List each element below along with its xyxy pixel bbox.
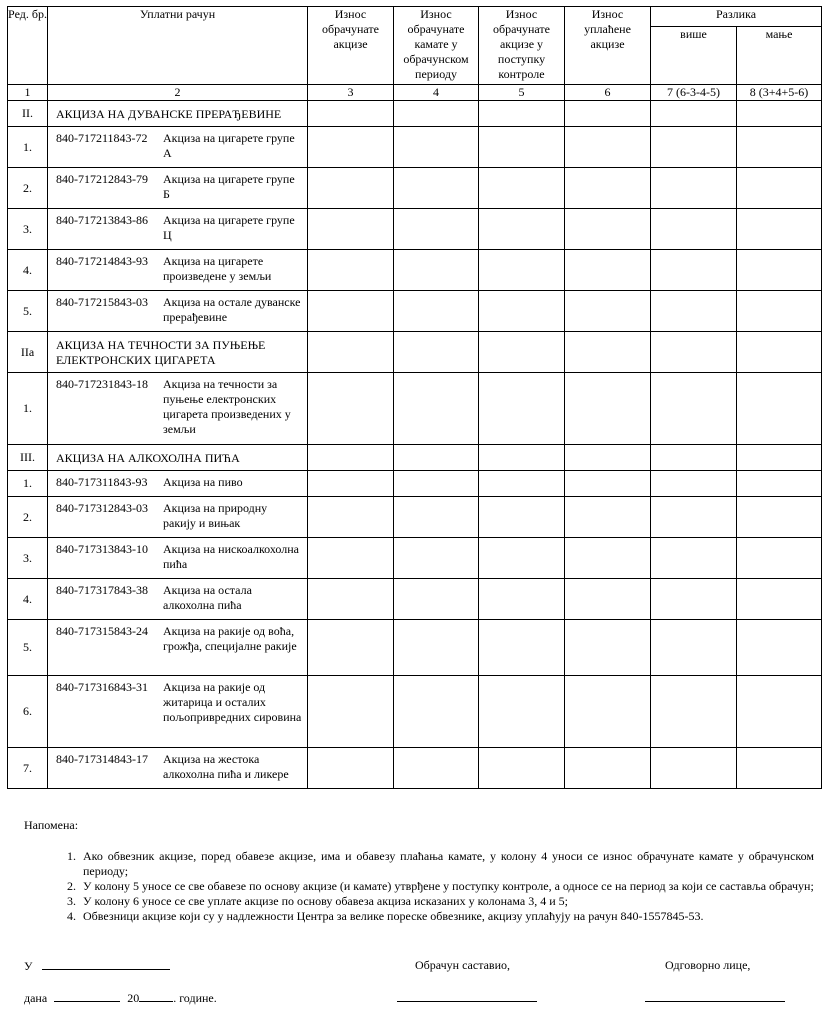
amount-cell[interactable] bbox=[394, 291, 479, 332]
account-number: 840-717215843-03 bbox=[56, 295, 148, 309]
account-description: Акциза на ракије од воћа, грожђа, специјалне ракије bbox=[163, 624, 297, 653]
account-description: Акциза на цигарете произведене у земљи bbox=[163, 254, 272, 283]
amount-cell[interactable] bbox=[737, 127, 822, 168]
account-cell bbox=[48, 291, 308, 332]
amount-cell[interactable] bbox=[737, 497, 822, 538]
header-difference: Разлика bbox=[651, 7, 822, 27]
amount-cell[interactable] bbox=[737, 373, 822, 445]
notes-list bbox=[24, 849, 814, 924]
amount-cell[interactable] bbox=[479, 620, 565, 676]
amount-cell[interactable] bbox=[737, 168, 822, 209]
account-number: 840-717316843-31 bbox=[56, 680, 148, 694]
year-suffix: . године. bbox=[173, 991, 217, 1005]
colnum: 3 bbox=[308, 85, 394, 101]
year-field[interactable] bbox=[139, 990, 173, 1002]
row-rb: 4. bbox=[8, 579, 48, 620]
colnum: 2 bbox=[48, 85, 308, 101]
notes-title: Напомена: bbox=[24, 818, 79, 832]
table-row bbox=[8, 291, 822, 332]
account-description: Акциза на цигарете групе Б bbox=[163, 172, 295, 201]
colnum: 7 (6-3-4-5) bbox=[651, 85, 737, 101]
amount-cell[interactable] bbox=[651, 748, 737, 789]
responsible-signature bbox=[645, 990, 785, 1006]
amount-cell[interactable] bbox=[394, 209, 479, 250]
section-title: АКЦИЗА НА ДУВАНСКЕ ПРЕРАЂЕВИНЕ bbox=[48, 101, 308, 127]
amount-cell[interactable] bbox=[479, 497, 565, 538]
amount-cell[interactable] bbox=[479, 538, 565, 579]
amount-cell[interactable] bbox=[651, 676, 737, 748]
notes bbox=[24, 818, 814, 924]
amount-cell[interactable] bbox=[479, 101, 565, 127]
note-item: 1. Ако обвезник акцизе, поред обавезе акцизе, има и обавезу плаћања камате, у колону 4 уноси се износ обрачунате камате у обрачунском периоду; bbox=[79, 849, 814, 879]
colnum: 5 bbox=[479, 85, 565, 101]
amount-cell[interactable] bbox=[565, 748, 651, 789]
amount-cell[interactable] bbox=[479, 127, 565, 168]
row-rb: 3. bbox=[8, 209, 48, 250]
header-rb: Ред. бр. bbox=[8, 7, 48, 85]
account-description: Акциза на жестока алкохолна пића и ликере bbox=[163, 752, 289, 781]
header-col5: Износ обрачунате акцизе у поступку контроле bbox=[479, 7, 565, 85]
place-line bbox=[24, 958, 170, 974]
date-line bbox=[24, 990, 217, 1006]
account-description: Акциза на нискоалкохолна пића bbox=[163, 542, 300, 571]
amount-cell[interactable] bbox=[308, 538, 394, 579]
header-col3: Износ обрачунате акцизе bbox=[308, 7, 394, 85]
account-cell bbox=[48, 373, 308, 445]
amount-cell[interactable] bbox=[479, 291, 565, 332]
section-row bbox=[8, 445, 822, 471]
compiled-by-signature-line[interactable] bbox=[397, 990, 537, 1002]
row-rb: 1. bbox=[8, 127, 48, 168]
account-cell bbox=[48, 620, 308, 676]
amount-cell[interactable] bbox=[737, 291, 822, 332]
amount-cell[interactable] bbox=[565, 168, 651, 209]
colnum: 1 bbox=[8, 85, 48, 101]
amount-cell[interactable] bbox=[394, 101, 479, 127]
section-rb: III. bbox=[8, 445, 48, 471]
amount-cell[interactable] bbox=[394, 620, 479, 676]
amount-cell[interactable] bbox=[651, 168, 737, 209]
amount-cell[interactable] bbox=[737, 579, 822, 620]
amount-cell[interactable] bbox=[737, 538, 822, 579]
table-row bbox=[8, 209, 822, 250]
amount-cell[interactable] bbox=[479, 471, 565, 497]
amount-cell[interactable] bbox=[308, 620, 394, 676]
row-rb: 7. bbox=[8, 748, 48, 789]
table-row bbox=[8, 250, 822, 291]
note-item: 2. У колону 5 уносе се све обавезе по основу акцизе (и камате) утврђене у поступку контроле, а односе се на период за који се саставља обрачун; bbox=[79, 879, 814, 894]
amount-cell[interactable] bbox=[565, 209, 651, 250]
account-cell bbox=[48, 127, 308, 168]
account-cell bbox=[48, 250, 308, 291]
amount-cell[interactable] bbox=[737, 101, 822, 127]
row-rb: 2. bbox=[8, 168, 48, 209]
amount-cell[interactable] bbox=[651, 101, 737, 127]
account-number: 840-717212843-79 bbox=[56, 172, 148, 186]
account-description: Акциза на остале дуванске прерађевине bbox=[163, 295, 301, 324]
amount-cell[interactable] bbox=[394, 332, 479, 373]
colnum: 8 (3+4+5-6) bbox=[737, 85, 822, 101]
colnum: 6 bbox=[565, 85, 651, 101]
account-number: 840-717211843-72 bbox=[56, 131, 148, 145]
amount-cell[interactable] bbox=[308, 579, 394, 620]
header-col4: Износ обрачунате камате у обрачунском периоду bbox=[394, 7, 479, 85]
amount-cell[interactable] bbox=[651, 497, 737, 538]
account-number: 840-717213843-86 bbox=[56, 213, 148, 227]
account-number: 840-717312843-03 bbox=[56, 501, 148, 515]
table-row bbox=[8, 127, 822, 168]
section-row bbox=[8, 332, 822, 373]
amount-cell[interactable] bbox=[394, 579, 479, 620]
amount-cell[interactable] bbox=[394, 373, 479, 445]
amount-cell[interactable] bbox=[394, 538, 479, 579]
account-number: 840-717317843-38 bbox=[56, 583, 148, 597]
amount-cell[interactable] bbox=[651, 250, 737, 291]
account-cell bbox=[48, 579, 308, 620]
section-rb: IIa bbox=[8, 332, 48, 373]
amount-cell[interactable] bbox=[651, 538, 737, 579]
amount-cell[interactable] bbox=[565, 291, 651, 332]
account-number: 840-717311843-93 bbox=[56, 475, 148, 489]
section-row bbox=[8, 101, 822, 127]
date-field[interactable] bbox=[54, 990, 120, 1002]
amount-cell[interactable] bbox=[565, 127, 651, 168]
amount-cell[interactable] bbox=[308, 101, 394, 127]
column-numbers-row bbox=[8, 85, 822, 101]
amount-cell[interactable] bbox=[651, 471, 737, 497]
amount-cell[interactable] bbox=[308, 373, 394, 445]
note-item: 4. Обвезници акцизе који су у надлежности Центра за велике пореске обвезнике, акцизу уплаћују на рачун 840-1557845-53. bbox=[79, 909, 814, 924]
amount-cell[interactable] bbox=[308, 127, 394, 168]
compiled-by-signature bbox=[397, 990, 537, 1006]
amount-cell[interactable] bbox=[479, 373, 565, 445]
account-description: Акциза на ракије од житарица и осталих пољопривредних сировина bbox=[163, 680, 302, 724]
amount-cell[interactable] bbox=[394, 127, 479, 168]
account-number: 840-717214843-93 bbox=[56, 254, 148, 268]
amount-cell[interactable] bbox=[479, 332, 565, 373]
amount-cell[interactable] bbox=[394, 748, 479, 789]
amount-cell[interactable] bbox=[737, 332, 822, 373]
amount-cell[interactable] bbox=[394, 250, 479, 291]
account-number: 840-717315843-24 bbox=[56, 624, 148, 638]
table-row bbox=[8, 620, 822, 676]
amount-cell[interactable] bbox=[565, 497, 651, 538]
account-cell bbox=[48, 471, 308, 497]
amount-cell[interactable] bbox=[394, 168, 479, 209]
header-less: мање bbox=[737, 27, 822, 85]
amount-cell[interactable] bbox=[479, 168, 565, 209]
amount-cell[interactable] bbox=[737, 676, 822, 748]
table-row bbox=[8, 676, 822, 748]
amount-cell[interactable] bbox=[479, 445, 565, 471]
amount-cell[interactable] bbox=[308, 676, 394, 748]
amount-cell[interactable] bbox=[565, 373, 651, 445]
amount-cell[interactable] bbox=[308, 332, 394, 373]
row-rb: 5. bbox=[8, 620, 48, 676]
amount-cell[interactable] bbox=[565, 445, 651, 471]
amount-cell[interactable] bbox=[308, 497, 394, 538]
amount-cell[interactable] bbox=[651, 332, 737, 373]
amount-cell[interactable] bbox=[651, 373, 737, 445]
note-item: 3. У колону 6 уносе се све уплате акцизе по основу обавеза акциза исказаних у колонама 3, 4 и 5; bbox=[79, 894, 814, 909]
amount-cell[interactable] bbox=[308, 748, 394, 789]
amount-cell[interactable] bbox=[737, 471, 822, 497]
account-cell bbox=[48, 497, 308, 538]
place-label: У bbox=[24, 959, 33, 973]
account-description: Акциза на течности за пуњење електронских цигарета произведених у земљи bbox=[163, 377, 291, 436]
amount-cell[interactable] bbox=[565, 101, 651, 127]
account-cell bbox=[48, 676, 308, 748]
amount-cell[interactable] bbox=[565, 538, 651, 579]
responsible-label: Одговорно лице, bbox=[665, 958, 751, 972]
account-number: 840-717314843-17 bbox=[56, 752, 148, 766]
amount-cell[interactable] bbox=[394, 471, 479, 497]
section-rb: II. bbox=[8, 101, 48, 127]
row-rb: 2. bbox=[8, 497, 48, 538]
table-row bbox=[8, 373, 822, 445]
account-description: Акциза на пиво bbox=[163, 475, 243, 489]
amount-cell[interactable] bbox=[651, 579, 737, 620]
amount-cell[interactable] bbox=[308, 445, 394, 471]
header-account: Уплатни рачун bbox=[48, 7, 308, 85]
account-cell bbox=[48, 209, 308, 250]
amount-cell[interactable] bbox=[394, 497, 479, 538]
account-description: Акциза на цигарете групе А bbox=[163, 131, 295, 160]
excise-table bbox=[7, 6, 822, 789]
account-description: Акциза на цигарете групе Ц bbox=[163, 213, 295, 242]
amount-cell[interactable] bbox=[308, 471, 394, 497]
section-title: АКЦИЗА НА АЛКОХОЛНА ПИЋА bbox=[48, 445, 308, 471]
compiled-by-label: Обрачун саставио, bbox=[415, 958, 511, 972]
amount-cell[interactable] bbox=[737, 748, 822, 789]
place-field[interactable] bbox=[42, 958, 170, 970]
amount-cell[interactable] bbox=[565, 250, 651, 291]
row-rb: 4. bbox=[8, 250, 48, 291]
table-row bbox=[8, 168, 822, 209]
table-row bbox=[8, 579, 822, 620]
section-title: АКЦИЗА НА ТЕЧНОСТИ ЗА ПУЊЕЊЕ ЕЛЕКТРОНСКИХ ЦИГАРЕТА bbox=[48, 332, 308, 373]
responsible-signature-line[interactable] bbox=[645, 990, 785, 1002]
amount-cell[interactable] bbox=[479, 209, 565, 250]
amount-cell[interactable] bbox=[737, 620, 822, 676]
amount-cell[interactable] bbox=[651, 445, 737, 471]
account-cell bbox=[48, 168, 308, 209]
row-rb: 1. bbox=[8, 373, 48, 445]
table-row bbox=[8, 538, 822, 579]
amount-cell[interactable] bbox=[651, 291, 737, 332]
amount-cell[interactable] bbox=[479, 676, 565, 748]
account-number: 840-717231843-18 bbox=[56, 377, 148, 391]
amount-cell[interactable] bbox=[308, 209, 394, 250]
amount-cell[interactable] bbox=[394, 676, 479, 748]
amount-cell[interactable] bbox=[565, 332, 651, 373]
row-rb: 3. bbox=[8, 538, 48, 579]
amount-cell[interactable] bbox=[308, 168, 394, 209]
amount-cell[interactable] bbox=[737, 445, 822, 471]
row-rb: 6. bbox=[8, 676, 48, 748]
amount-cell[interactable] bbox=[651, 209, 737, 250]
amount-cell[interactable] bbox=[565, 620, 651, 676]
table-row bbox=[8, 748, 822, 789]
amount-cell[interactable] bbox=[308, 291, 394, 332]
amount-cell[interactable] bbox=[651, 127, 737, 168]
year-prefix: 20 bbox=[127, 991, 140, 1005]
row-rb: 5. bbox=[8, 291, 48, 332]
amount-cell[interactable] bbox=[394, 445, 479, 471]
amount-cell[interactable] bbox=[308, 250, 394, 291]
header-more: више bbox=[651, 27, 737, 85]
account-cell bbox=[48, 748, 308, 789]
account-cell bbox=[48, 538, 308, 579]
amount-cell[interactable] bbox=[565, 676, 651, 748]
amount-cell[interactable] bbox=[479, 250, 565, 291]
account-number: 840-717313843-10 bbox=[56, 542, 148, 556]
account-description: Акциза на остала алкохолна пића bbox=[163, 583, 252, 612]
amount-cell[interactable] bbox=[479, 579, 565, 620]
table-row bbox=[8, 471, 822, 497]
amount-cell[interactable] bbox=[479, 748, 565, 789]
amount-cell[interactable] bbox=[737, 250, 822, 291]
colnum: 4 bbox=[394, 85, 479, 101]
amount-cell[interactable] bbox=[565, 471, 651, 497]
account-description: Акциза на природну ракију и вињак bbox=[163, 501, 268, 530]
header-col6: Износ уплаћене акцизе bbox=[565, 7, 651, 85]
amount-cell[interactable] bbox=[737, 209, 822, 250]
row-rb: 1. bbox=[8, 471, 48, 497]
table-row bbox=[8, 497, 822, 538]
amount-cell[interactable] bbox=[565, 579, 651, 620]
amount-cell[interactable] bbox=[651, 620, 737, 676]
date-label: дана bbox=[24, 991, 48, 1005]
